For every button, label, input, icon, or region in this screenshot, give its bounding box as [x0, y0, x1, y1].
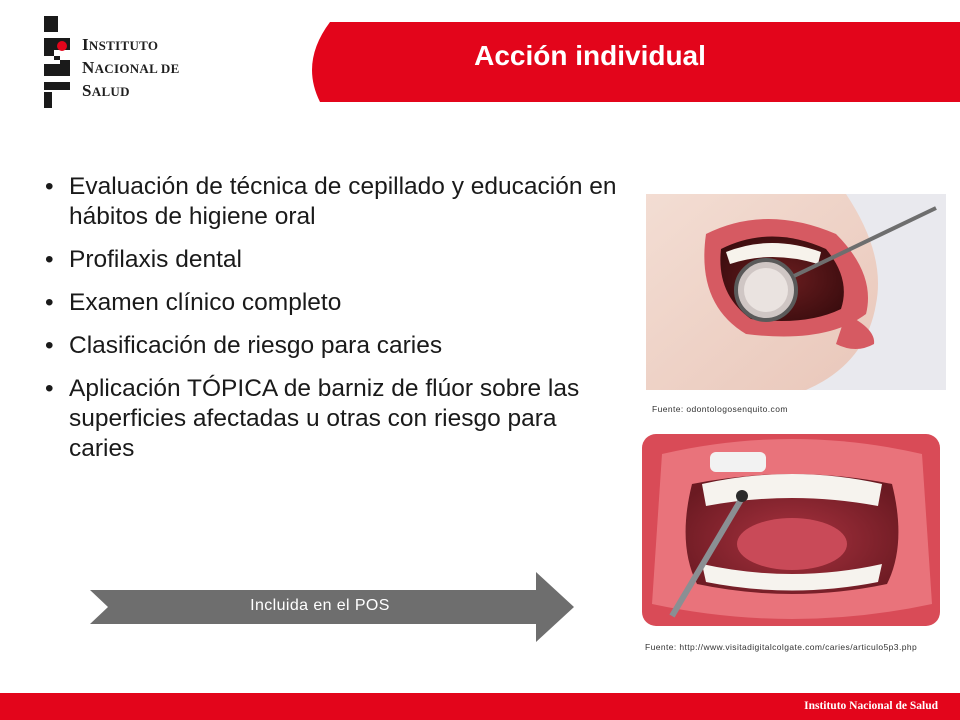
- bullet-item: • Profilaxis dental: [45, 245, 625, 275]
- institute-logo: [40, 16, 180, 108]
- bullet-list: [45, 172, 625, 477]
- header-banner: [300, 22, 960, 102]
- bullet-item: • Evaluación de técnica de cepillado y educación en hábitos de higiene oral: [45, 172, 625, 232]
- footer-bar: [0, 693, 960, 720]
- pos-arrow: [90, 572, 576, 642]
- footer-text: Instituto Nacional de Salud: [804, 700, 938, 712]
- dental-mirror-photo: [646, 194, 946, 390]
- fluoride-varnish-photo: [642, 434, 940, 626]
- bullet-item: • Examen clínico completo: [45, 288, 625, 318]
- photo2-caption: Fuente: http://www.visitadigitalcolgate.com/caries/articulo5p3.php: [645, 642, 918, 652]
- bullet-item: • Aplicación TÓPICA de barniz de flúor sobre las superficies afectadas u otras con riesgo para caries: [45, 374, 625, 464]
- slide-title: Acción individual: [474, 40, 706, 71]
- institute-logo-text: INSTITUTO NACIONAL DE SALUD: [82, 35, 180, 100]
- photo1-caption: Fuente: odontologosenquito.com: [652, 404, 788, 414]
- bullet-item: • Clasificación de riesgo para caries: [45, 331, 625, 361]
- institute-logo-mark: [40, 16, 76, 108]
- pos-arrow-label: Incluida en el POS: [250, 597, 390, 614]
